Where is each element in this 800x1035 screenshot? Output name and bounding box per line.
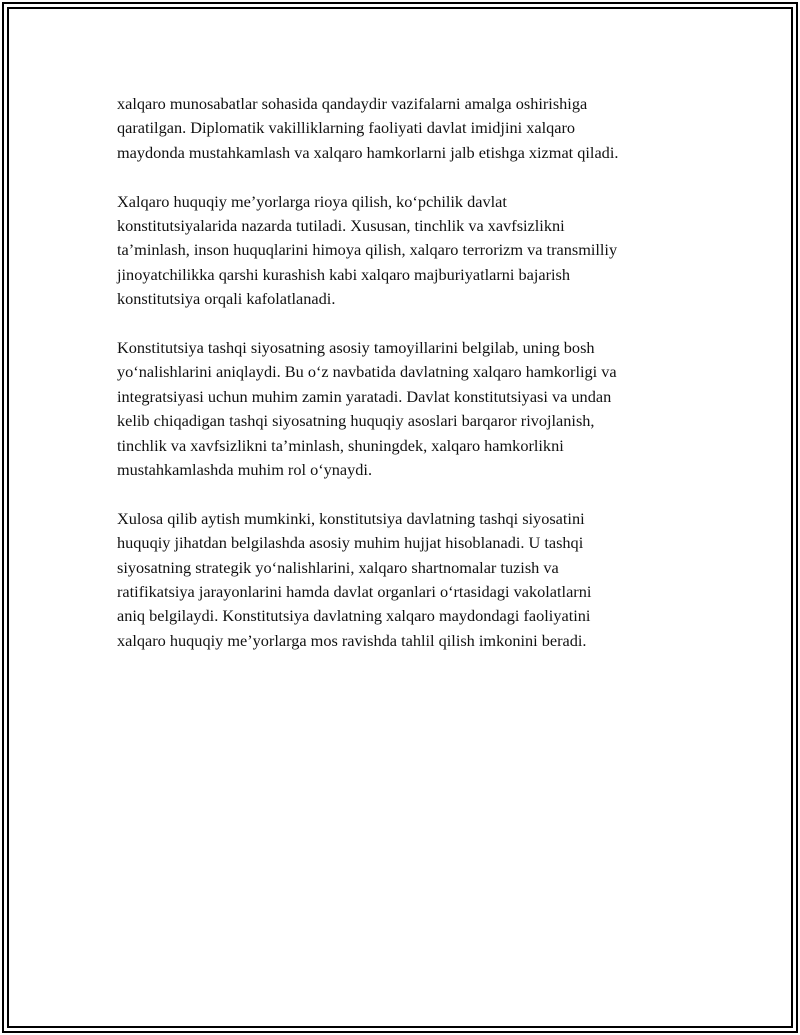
text-line: integratsiyasi uchun muhim zamin yaratadi. Davlat konstitutsiyasi va undan [117,386,612,406]
text-line: jinoyatchilikka qarshi kurashish kabi xalqaro majburiyatlarni bajarish [117,264,571,284]
text-line: tinchlik va xavfsizlikni ta’minlash, shuningdek, xalqaro hamkorlikni [117,435,564,455]
text-line: Xalqaro huquqiy me’yorlarga rioya qilish, ko‘pchilik davlat [117,191,507,211]
text-line: konstitutsiya orqali kafolatlanadi. [117,289,336,309]
text-line: yo‘nalishlarini aniqlaydi. Bu o‘z navbatida davlatning xalqaro hamkorligi va [117,362,617,382]
text-line: ratifikatsiya jarayonlarini hamda davlat organlari o‘rtasidagi vakolatlarni [117,582,592,602]
document-body [117,92,697,653]
text-line: xalqaro huquqiy me’yorlarga mos ravishda tahlil qilish imkonini beradi. [117,630,587,650]
paragraph-4 [117,507,697,653]
text-line: Xulosa qilib aytish mumkinki, konstitutsiya davlatning tashqi siyosatini [117,508,585,528]
paragraph-1 [117,92,697,165]
paragraph-2 [117,190,697,312]
text-line: mustahkamlashda muhim rol o‘ynaydi. [117,460,373,480]
text-line: qaratilgan. Diplomatik vakilliklarning faoliyati davlat imidjini xalqaro [117,118,576,138]
text-line: ta’minlash, inson huquqlarini himoya qilish, xalqaro terrorizm va transmilliy [117,240,618,260]
text-line: maydonda mustahkamlash va xalqaro hamkorlarni jalb etishga xizmat qiladi. [117,142,619,162]
text-line: konstitutsiyalarida nazarda tutiladi. Xususan, tinchlik va xavfsizlikni [117,216,565,236]
text-line: aniq belgilaydi. Konstitutsiya davlatning xalqaro maydondagi faoliyatini [117,606,591,626]
text-line: siyosatning strategik yo‘nalishlarini, xalqaro shartnomalar tuzish va [117,557,559,577]
text-line: huquqiy jihatdan belgilashda asosiy muhim hujjat hisoblanadi. U tashqi [117,533,584,553]
text-line: xalqaro munosabatlar sohasida qandaydir vazifalarni amalga oshirishiga [117,94,588,113]
text-line: Konstitutsiya tashqi siyosatning asosiy tamoyillarini belgilab, uning bosh [117,338,595,358]
paragraph-3 [117,336,697,482]
text-line: kelib chiqadigan tashqi siyosatning huquqiy asoslari barqaror rivojlanish, [117,411,595,431]
